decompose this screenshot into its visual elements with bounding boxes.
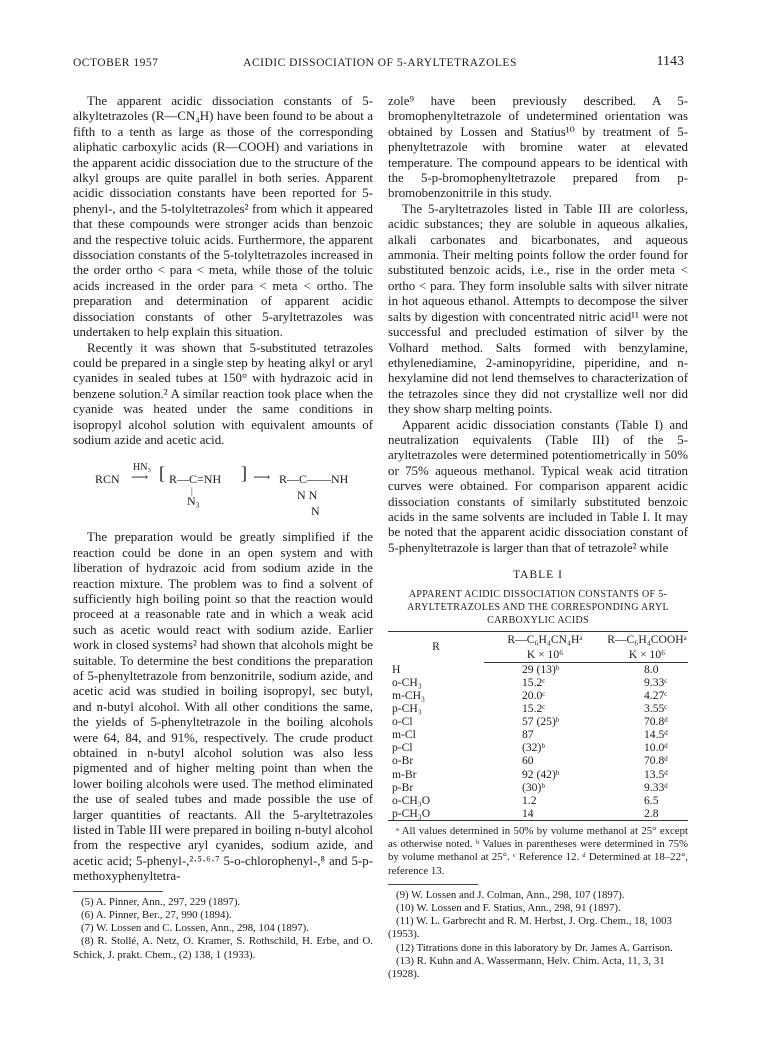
properties-paragraph: The 5-aryltetrazoles listed in Table III are colorless, acidic substances; they are soluble in aqueous alkalies, alkali carbonates and bicarbonates, and aqueous ammonia. Their melting points follow the order found for substituted benzoic acids, i.e., rise in the order meta < ortho < para. They form insoluble salts with silver nitrate in hot aqueous ethanol. Attempts to decompose the silver salts by digestion with concentrated nitric acid¹¹ were not successful and precluded estimation of silver by the Volhard method. Salts formed with benzylamine, ethylenediamine, 2-aminopyridine, piperidine, and n-hexylamine did not lend themselves to characterization of the tetrazoles since they did not crystallize well nor did they show sharp melting points.	[388, 201, 688, 417]
method-paragraph: The preparation would be greatly simplified if the reaction could be done in an open system and with liberation of hydrazoic acid from sodium azide in the reaction mixture. The problem was to find a solvent of sufficiently high boiling point so that the reaction would proceed at a reasonable rate and in which a weak acid such as acetic would react with sodium azide. Earlier work in closed systems² had shown that alcohols might be suitable. To determine the best conditions the preparation of 5-phenyltetrazole from benzonitrile, sodium azide, and acetic acid was studied in boiling isopropyl, sec butyl, and n-butyl alcohol. With all other conditions the same, the yields of 5-phenyltetrazole in the boiling alcohols were 64, 84, and 91%, respectively. The crude product obtained in n-butyl alcohol solution was also less pigmented and of higher melting point than when the lower boiling alcohols were used. The method eliminated the use of sealed tubes and made possible the use of larger quantities of reactants. All the 5-aryltetrazoles listed in Table III were prepared in boiling n-butyl alcohol from the respective aryl cyanides, sodium azide, and acetic acid; 5-phenyl-,²·⁵·⁶·⁷ 5-o-chlorophenyl-,⁸ and 5-p-methoxyphenyltetra-	[73, 530, 373, 884]
table-row: p-CH₃ 15.2ᶜ 3.55ᶜ	[392, 702, 668, 716]
dissociation-paragraph: Apparent acidic dissociation constants (Table I) and neutralization equivalents (Table III) of the 5-aryltetrazoles were determined potentiometrically in 50% or 75% aqueous methanol. Typical weak acid titration curves were obtained. For comparison apparent acidic dissociation constants of similarly substituted benzoic acids in the same solvents are included in Table I. It may be noted that the apparent acidic dissociation constant of 5-phenyltetrazole is larger than that of tetrazole² while	[388, 417, 688, 555]
reference-rule	[388, 884, 478, 885]
reference: (9) W. Lossen and J. Colman, Ann., 298, 107 (1897).	[396, 888, 625, 901]
column-header-acid: R—C₆H₄COOHᵃ	[607, 632, 687, 646]
table-row: m-CH₃ 20.0ᶜ 4.27ᶜ	[392, 688, 668, 702]
table-row: p-Cl (32)ᵇ 10.0ᵈ	[392, 741, 668, 755]
scheme-arrow-2: ⟶	[253, 470, 271, 485]
intro-paragraph: The apparent acidic dissociation constants of 5-alkyltetrazoles (R—CN₄H) have been found to be about a fifth to a tenth as large as those of the corresponding aliphatic carboxylic acids (R—COOH) and variations in the apparent acidic dissociation due to the structure of the alkyl groups are quite parallel in both series. Apparent acidic dissociation constants have been reported for 5-phenyl-, and the 5-tolyltetrazoles² from which it appeared that these compounds were stronger acids than benzoic and the respective toluic acids. Furthermore, the apparent dissociation constants of the 5-tolyltetrazoles increased in the order ortho < para < meta, while those of the toluic acids increased in the order para < meta < ortho. The preparation and determination of apparent acidic dissociation constants of other 5-aryltetrazoles was undertaken to help explain this situation.	[73, 94, 373, 340]
footnote: (5) A. Pinner, Ann., 297, 229 (1897).	[81, 895, 241, 908]
synthesis-paragraph: Recently it was shown that 5-substituted tetrazoles could be prepared in a single step by heating alkyl or aryl cyanides in sealed tubes at 150° with hydrazoic acid in benzene solution.² A similar reaction took place when the cyanide was heated under the same conditions in isopropyl alcohol solution with equivalent amounts of sodium azide and acetic acid.	[73, 340, 373, 447]
table-row: p-Br (30)ᵇ 9.33ᵈ	[392, 780, 668, 794]
table-caption: APPARENT ACIDIC DISSOCIATION CONSTANTS OF 5-ARYLTETRAZOLES AND THE CORRESPONDING ARYL CARBOXYLIC ACIDS	[407, 588, 669, 626]
reference: (13) R. Kuhn and A. Wassermann, Helv. Chim. Acta, 11, 3, 31 (1928).	[388, 954, 665, 980]
table-row: p-CH₃O 14 2.8	[388, 807, 688, 821]
scheme-product-ring: N N	[297, 488, 318, 503]
table-title: TABLE I	[513, 569, 563, 582]
scheme-reagent: HN₃	[133, 462, 151, 474]
table-row: o-CH₃ 15.2ᶜ 9.33ᶜ	[392, 675, 668, 689]
column-header-tetrazole: R—C₆H₄CN₄Hᵃ	[484, 631, 606, 647]
page-number: 1143	[656, 54, 684, 69]
reaction-scheme	[73, 454, 373, 524]
scheme-arrow-1: ⟶	[131, 470, 149, 485]
running-header-title: ACIDIC DISSOCIATION OF 5-ARYLTETRAZOLES	[243, 57, 517, 69]
footnote: (8) R. Stollé, A. Netz, O. Kramer, S. Rothschild, H. Erbe, and O. Schick, J. prakt. Chem., (2) 138, 1 (1933).	[73, 935, 373, 961]
scheme-intermediate: R—C=NH	[169, 472, 222, 487]
reference: (11) W. L. Garbrecht and R. M. Herbst, J. Org. Chem., 18, 1003 (1953).	[388, 915, 672, 941]
right-column	[388, 94, 688, 981]
running-header-date: OCTOBER 1957	[73, 57, 159, 69]
table-row: m-Br 92 (42)ᵇ 13.5ᵈ	[392, 767, 668, 781]
dissociation-table	[388, 631, 688, 821]
continuation-paragraph: zole⁹ have been previously described. A 5-bromophenyltetrazole of undetermined orientation was obtained by Lossen and Statius¹⁰ by treatment of 5-phenyltetrazole with bromine water at elevated temperature. The compound appears to be identical with the 5-p-bromophenyltetrazole prepared from p-bromobenzonitrile in this study.	[388, 94, 688, 201]
table-body	[388, 662, 688, 820]
scheme-product-bottom: N	[311, 504, 320, 519]
table-footnote: ᵃ All values determined in 50% by volume methanol at 25° except as otherwise noted. ᵇ Values in parentheses were determined in 75% by volume methanol at 25°. ᶜ Reference 12. ᵈ Determined at 18–22°, reference 13.	[388, 824, 688, 877]
reference: (10) W. Lossen and F. Statius, Ann., 298, 91 (1897).	[396, 901, 621, 914]
table-row: m-Cl 87 14.5ᵈ	[392, 728, 668, 742]
scheme-product-top: R—C——NH	[279, 472, 349, 487]
table-row: H 29 (13)ᵇ 8.0	[392, 662, 659, 676]
footnote: (6) A. Pinner, Ber., 27, 990 (1894).	[81, 908, 232, 921]
table-row: o-Br 60 70.8ᵈ	[392, 754, 668, 768]
column-header-r: R	[388, 631, 484, 662]
table-row: o-Cl 57 (25)ᵇ 70.8ᵈ	[392, 715, 668, 729]
footnote: (7) W. Lossen and C. Lossen, Ann., 298, 104 (1897).	[81, 922, 309, 935]
column-unit-acid: K × 10⁶	[606, 647, 688, 663]
left-column	[73, 94, 373, 962]
scheme-reactant: RCN	[95, 472, 120, 487]
scheme-bracket-close: ]	[241, 463, 247, 484]
table-row: o-CH₃O 1.2 6.5	[392, 793, 659, 807]
footnote-rule	[73, 891, 163, 892]
scheme-bracket-open: [	[159, 463, 165, 484]
reference: (12) Titrations done in this laboratory by Dr. James A. Garrison.	[396, 941, 673, 954]
scheme-intermediate-azide: N₃	[187, 494, 200, 509]
scheme-bond: |	[191, 486, 193, 497]
column-unit-tetrazole: K × 10⁶	[484, 647, 606, 663]
